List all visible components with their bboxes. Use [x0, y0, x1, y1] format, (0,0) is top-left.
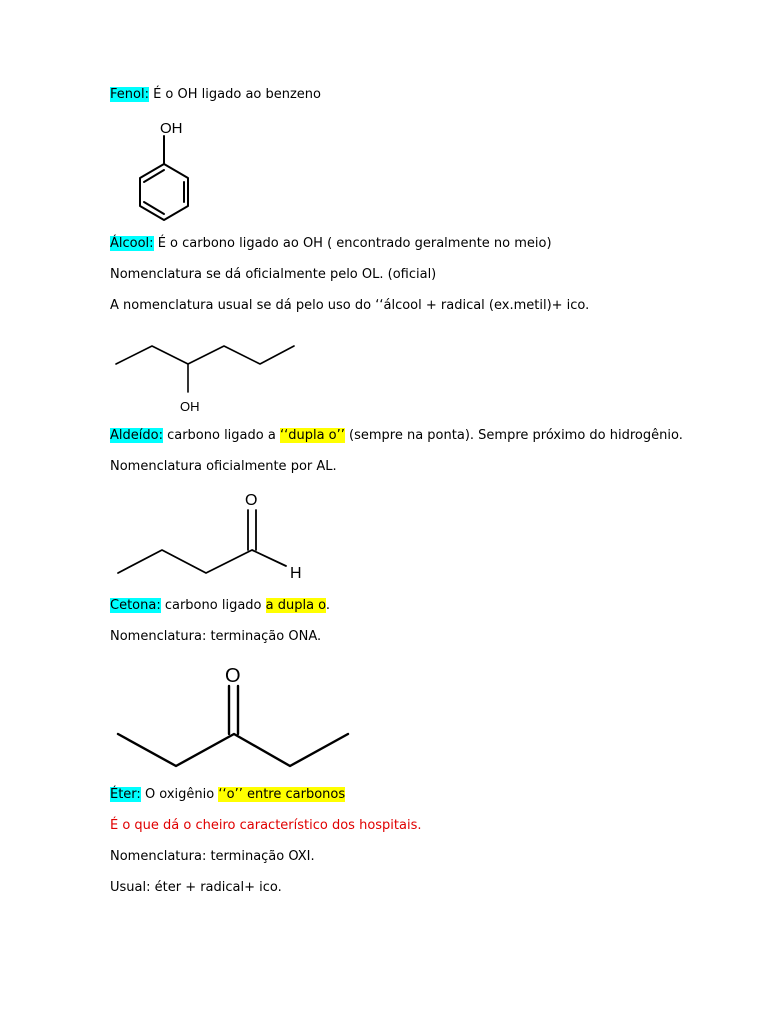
cetona-term: Cetona: — [110, 598, 161, 613]
cetona-heading — [110, 598, 330, 614]
fenol-description: É o OH ligado ao benzeno — [148, 87, 321, 102]
eter-highlight: ‘‘o’’ entre carbonos — [218, 787, 346, 802]
aldehyde-structure — [110, 488, 310, 583]
alcool-line-3: A nomenclatura usual se dá pelo uso do ‘‘álcool + radical (ex.metil)+ ico. — [110, 298, 590, 313]
aldeido-line-2: Nomenclatura oficialmente por AL. — [110, 459, 337, 474]
eter-line-2: Nomenclatura: terminação OXI. — [110, 849, 315, 864]
phenol-structure — [110, 112, 220, 224]
ketone-structure — [110, 662, 355, 772]
eter-line-3: Usual: éter + radical+ ico. — [110, 880, 282, 895]
aldeido-term: Aldeído: — [110, 428, 163, 443]
aldeido-text-a: carbono ligado a — [162, 428, 280, 443]
ketone-o-label: O — [225, 665, 241, 687]
cetona-highlight: a dupla o — [265, 598, 326, 613]
eter-term: Éter: — [110, 787, 141, 802]
alcohol-structure — [110, 340, 300, 415]
alcool-heading — [110, 236, 552, 252]
eter-heading — [110, 787, 345, 803]
aldeido-text-b: (sempre na ponta). Sempre próximo do hidrogênio. — [344, 428, 683, 443]
aldeido-heading — [110, 428, 683, 444]
alcool-line-2: Nomenclatura se dá oficialmente pelo OL. (oficial) — [110, 267, 437, 282]
cetona-text-b: . — [325, 598, 331, 613]
fenol-heading — [110, 87, 321, 103]
alcohol-oh-label: OH — [180, 399, 200, 414]
alcool-term: Álcool: — [110, 236, 154, 251]
alcool-description: É o carbono ligado ao OH ( encontrado geralmente no meio) — [153, 236, 552, 251]
aldeido-highlight: ‘‘dupla o’’ — [279, 428, 345, 443]
cetona-text-a: carbono ligado — [160, 598, 266, 613]
phenol-oh-label: OH — [160, 120, 183, 137]
eter-red-note: É o que dá o cheiro característico dos hospitais. — [110, 818, 422, 833]
eter-text-a: O oxigênio — [140, 787, 219, 802]
aldehyde-o-label: O — [245, 492, 258, 509]
fenol-term: Fenol: — [110, 87, 149, 102]
aldehyde-h-label: H — [290, 565, 302, 582]
cetona-line-2: Nomenclatura: terminação ONA. — [110, 629, 322, 644]
